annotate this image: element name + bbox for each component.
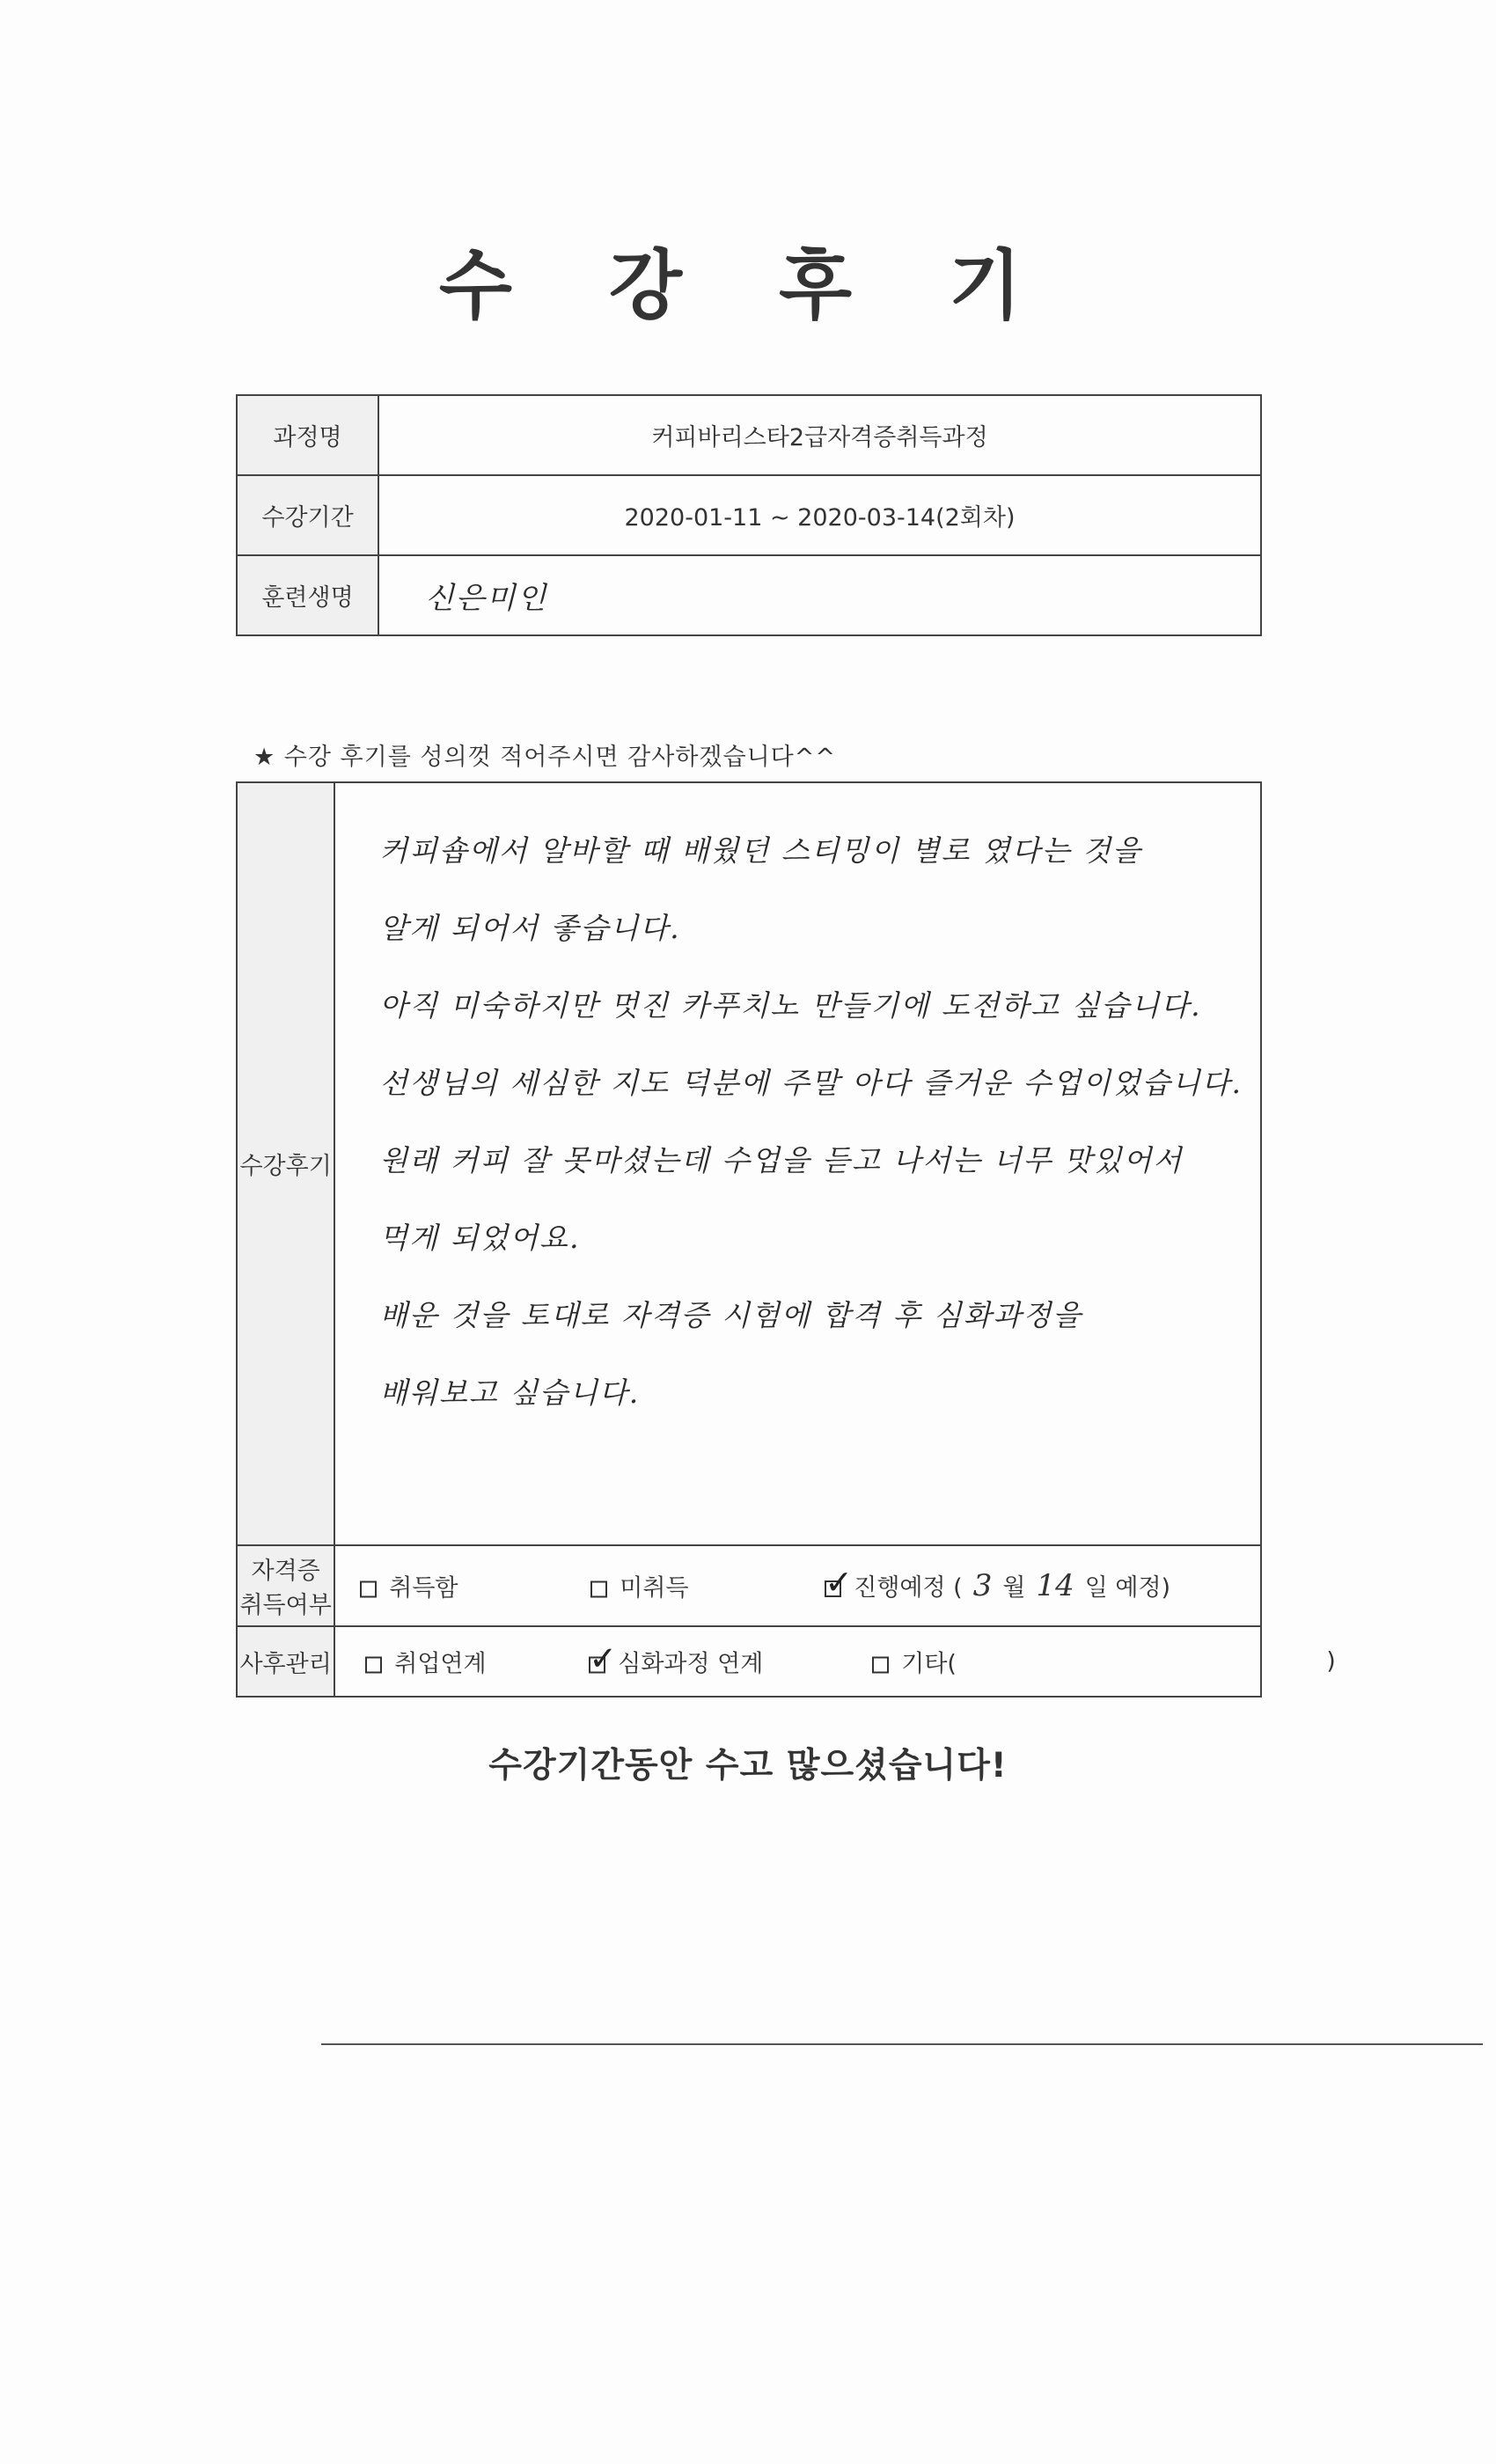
period-label: 수강기간 (237, 475, 378, 555)
review-line: 먹게 되었어요. (379, 1221, 581, 1255)
review-table (236, 781, 1336, 1698)
checkbox-acquired[interactable] (360, 1581, 377, 1598)
day-value: 14 (1036, 1568, 1074, 1603)
trainee-name: 신은미인 (378, 555, 1261, 635)
certification-label-line2: 취득여부 (239, 1592, 332, 1619)
day-suffix: 일 예정) (1084, 1574, 1171, 1602)
option-job-link[interactable] (365, 1645, 486, 1679)
month-value: 3 (972, 1568, 993, 1603)
closing-message: 수강기간동안 수고 많으셨습니다! (488, 1746, 1008, 1786)
checkbox-other[interactable] (872, 1657, 889, 1674)
course-value: 커피바리스타2급자격증취득과정 (378, 395, 1261, 475)
review-line: 알게 되어서 좋습니다. (379, 911, 681, 945)
course-row (237, 395, 1261, 475)
review-lines (335, 783, 1260, 1413)
checkbox-in-progress[interactable] (825, 1580, 841, 1597)
notice-text: ★ 수강 후기를 성의껏 적어주시면 감사하겠습니다^^ (253, 744, 837, 771)
review-label: 수강후기 (237, 782, 334, 1545)
review-row (237, 782, 1261, 1545)
option-acquired[interactable] (360, 1569, 458, 1603)
option-in-progress-label: 진행예정 ( (854, 1574, 963, 1602)
review-line: 선생님의 세심한 지도 덕분에 주말 아다 즐거운 수업이었습니다. (379, 1066, 1243, 1100)
checkbox-not-acquired[interactable] (590, 1581, 607, 1598)
aftercare-options (334, 1626, 1336, 1697)
certification-label-line1: 자격증 (251, 1558, 320, 1585)
other-close-paren: ) (1326, 1647, 1336, 1676)
review-body (334, 782, 1261, 1545)
course-info-table (236, 394, 1262, 636)
review-line: 배운 것을 토대로 자격증 시험에 합격 후 심화과정을 (379, 1298, 1083, 1332)
option-advanced-course-label: 심화과정 연계 (618, 1650, 764, 1678)
certification-label (237, 1545, 334, 1626)
option-job-link-label: 취업연계 (394, 1650, 487, 1678)
option-not-acquired-label: 미취득 (620, 1574, 689, 1602)
option-other-label: 기타( (901, 1650, 957, 1678)
review-line: 아직 미숙하지만 멋진 카푸치노 만들기에 도전하고 싶습니다. (379, 988, 1202, 1023)
checkbox-job-link[interactable] (365, 1657, 382, 1674)
certification-options (334, 1545, 1261, 1626)
review-line: 원래 커피 잘 못마셨는데 수업을 듣고 나서는 너무 맛있어서 (379, 1143, 1184, 1177)
trainee-row (237, 555, 1261, 635)
option-acquired-label: 취득함 (389, 1574, 458, 1602)
period-value: 2020-01-11 ~ 2020-03-14(2회차) (378, 475, 1261, 555)
option-advanced-course[interactable] (589, 1645, 763, 1679)
period-row (237, 475, 1261, 555)
review-line: 배워보고 싶습니다. (379, 1375, 641, 1410)
option-in-progress[interactable] (825, 1568, 1170, 1603)
aftercare-label: 사후관리 (237, 1626, 334, 1697)
trainee-label: 훈련생명 (237, 555, 378, 635)
option-not-acquired[interactable] (590, 1569, 688, 1603)
checkbox-advanced-course[interactable] (589, 1657, 605, 1674)
aftercare-row (237, 1626, 1261, 1697)
review-line: 커피숍에서 알바할 때 배웠던 스티밍이 별로 였다는 것을 (379, 833, 1142, 868)
page-title: 수 강 후 기 (438, 242, 1058, 330)
month-unit: 월 (1002, 1574, 1026, 1602)
certification-row (237, 1545, 1261, 1626)
option-other[interactable] (872, 1645, 957, 1679)
course-label: 과정명 (237, 395, 378, 475)
page-divider (321, 2043, 1483, 2045)
